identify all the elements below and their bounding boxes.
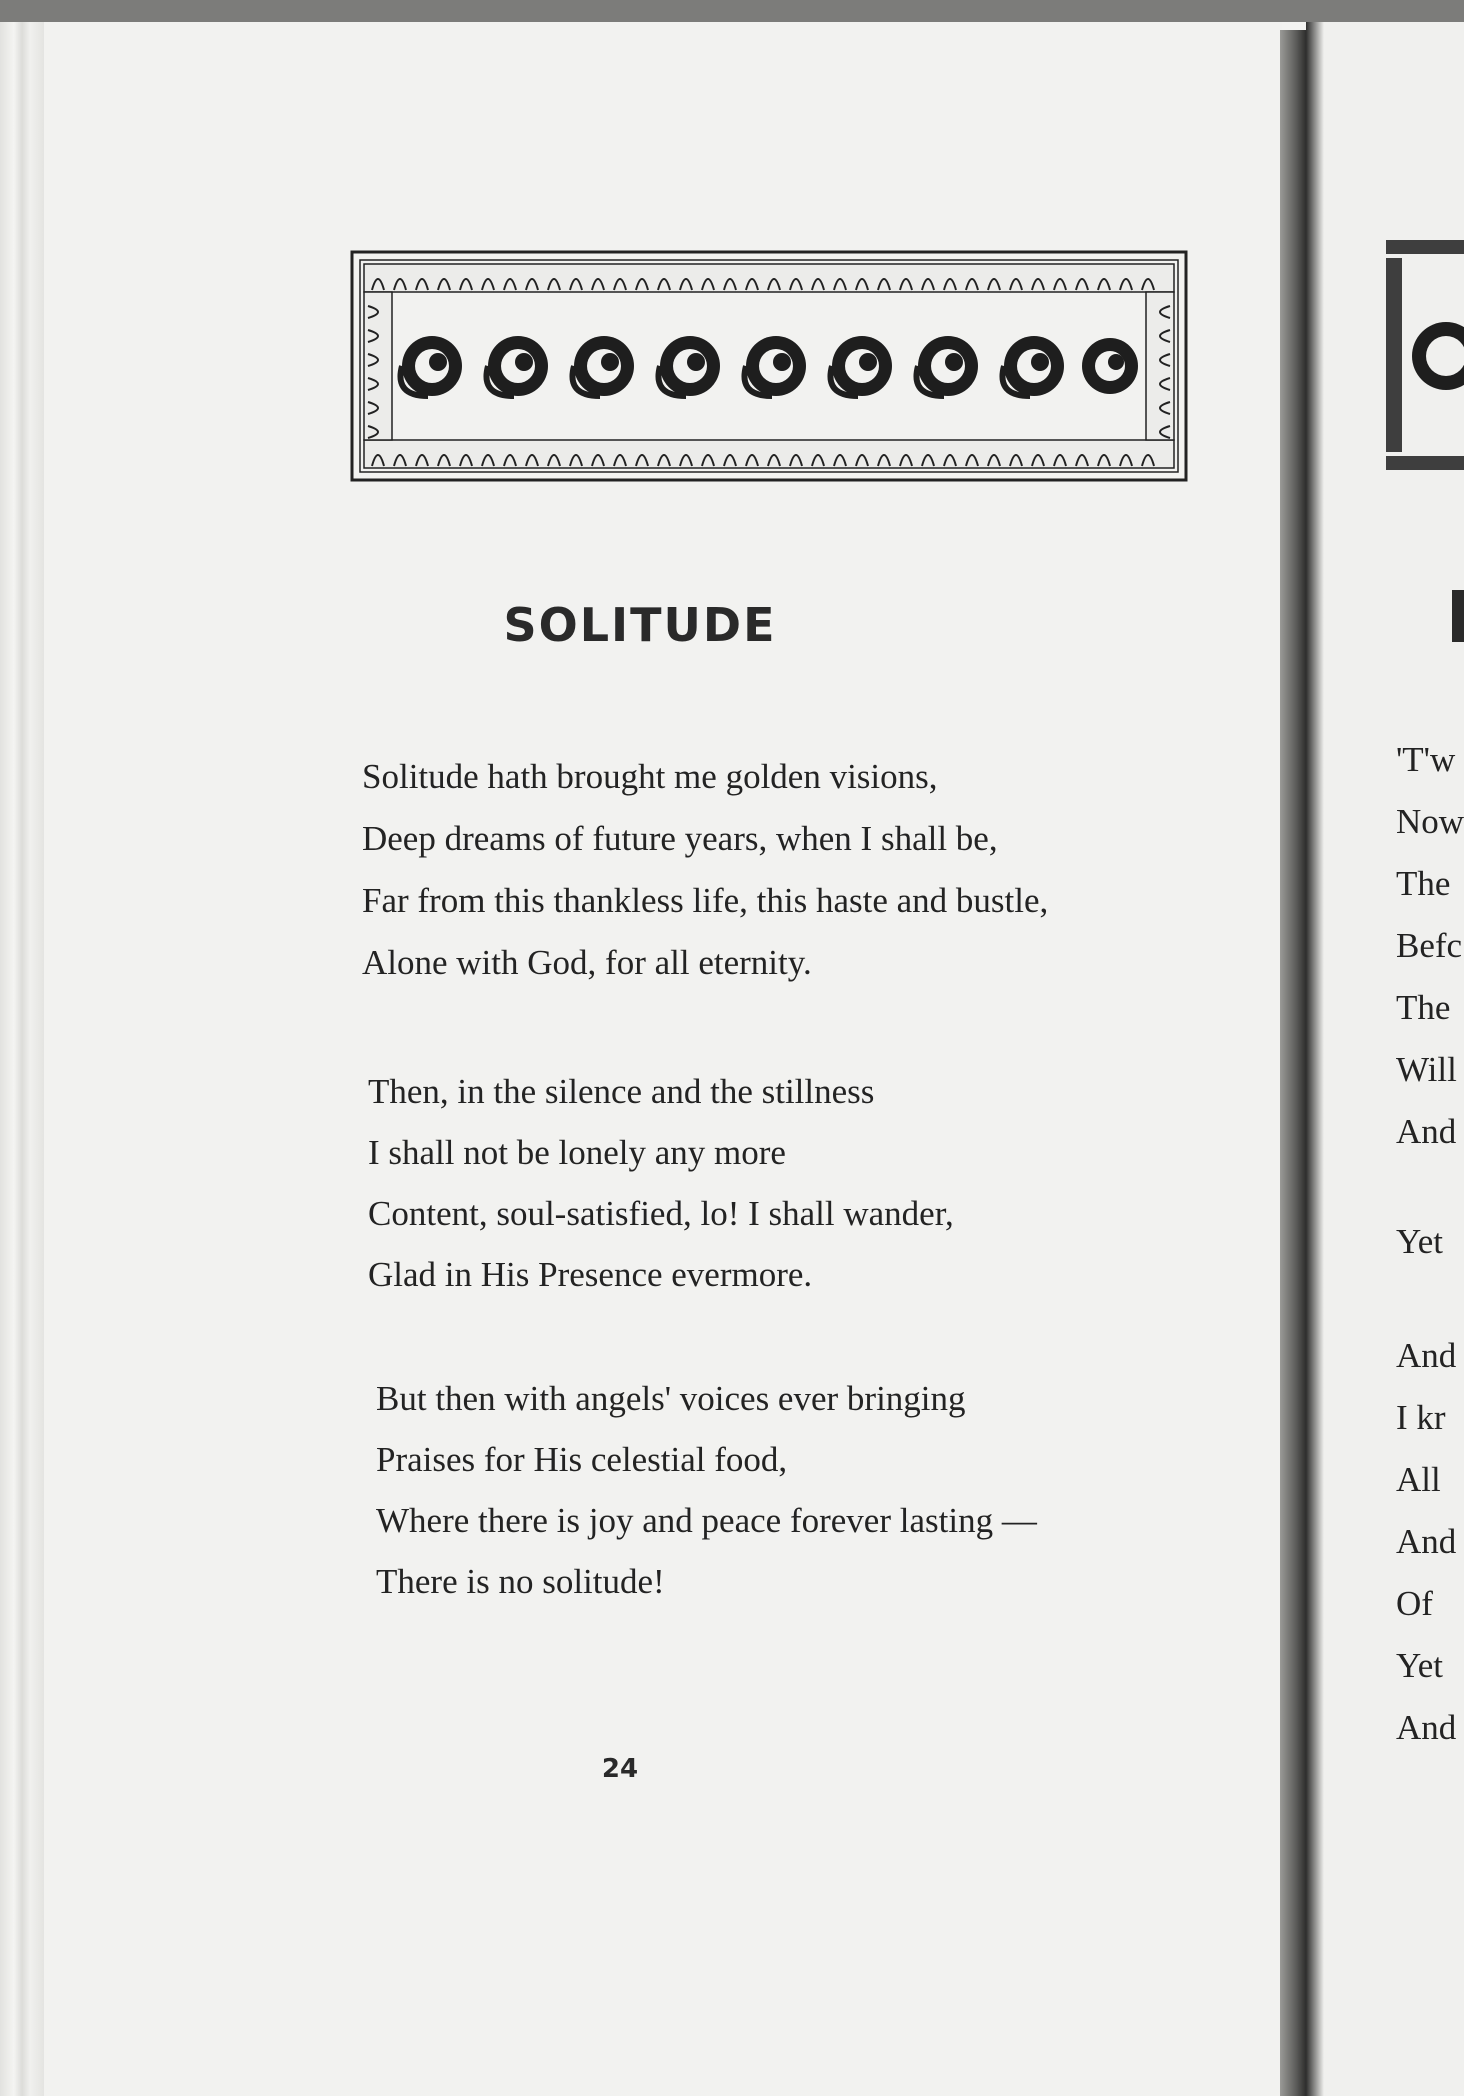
facing-line-fragment: And xyxy=(1396,1522,1457,1561)
facing-line-fragment: The xyxy=(1396,988,1451,1027)
facing-page-title-fragment xyxy=(1452,590,1464,642)
facing-line-fragment: And xyxy=(1396,1112,1457,1151)
facing-line-fragment: Befc xyxy=(1396,926,1463,965)
poem-line: There is no solitude! xyxy=(376,1562,665,1601)
stanza-2 xyxy=(368,1061,954,1305)
page-stack-edge xyxy=(0,22,44,2096)
poem-line: I shall not be lonely any more xyxy=(368,1133,786,1172)
facing-line-fragment: Now xyxy=(1396,802,1464,841)
book-gutter xyxy=(1280,30,1306,2096)
facing-line-fragment: I kr xyxy=(1396,1398,1446,1437)
poem-line: But then with angels' voices ever bringing xyxy=(376,1379,966,1418)
facing-page-shadow xyxy=(1306,22,1324,2096)
facing-line-fragment: Yet xyxy=(1396,1646,1444,1685)
facing-line-fragment: All xyxy=(1396,1460,1441,1499)
poem-line: Where there is joy and peace forever lasting — xyxy=(376,1501,1037,1540)
facing-line-fragment: And xyxy=(1396,1708,1457,1747)
facing-line-fragment: 'T'w xyxy=(1396,740,1456,779)
facing-line-fragment: And xyxy=(1396,1336,1457,1375)
poem-line: Far from this thankless life, this haste and bustle, xyxy=(362,881,1049,920)
facing-line-fragment: Will xyxy=(1396,1050,1457,1089)
scanner-edge xyxy=(0,0,1464,22)
facing-page-ornament xyxy=(1382,232,1464,492)
poem-line: Content, soul-satisfied, lo! I shall wander, xyxy=(368,1194,954,1233)
facing-line-fragment: Of xyxy=(1396,1584,1433,1623)
ornamental-header-border xyxy=(350,250,1188,482)
page-number: 24 xyxy=(601,1754,639,1784)
poem-line: Deep dreams of future years, when I shall be, xyxy=(362,819,998,858)
poem-line: Alone with God, for all eternity. xyxy=(362,943,812,982)
poem-line: Glad in His Presence evermore. xyxy=(368,1255,813,1294)
facing-line-fragment: The xyxy=(1396,864,1451,903)
stanza-3 xyxy=(376,1368,1037,1612)
poem-title: SOLITUDE xyxy=(503,598,777,652)
poem-line: Praises for His celestial food, xyxy=(376,1440,788,1479)
poem-line: Then, in the silence and the stillness xyxy=(368,1072,875,1111)
stanza-1 xyxy=(362,746,1048,994)
facing-line-fragment: Yet xyxy=(1396,1222,1444,1261)
poem-line: Solitude hath brought me golden visions, xyxy=(362,757,938,796)
